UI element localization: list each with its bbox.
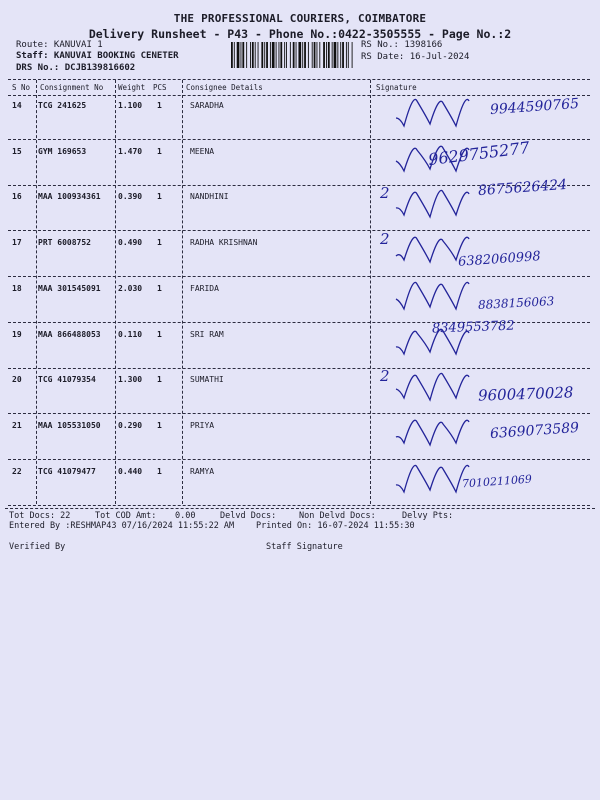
row-weight: 0.290 (118, 421, 143, 430)
handwritten-signature-icon (392, 415, 492, 449)
route-label: Route: KANUVAI 1 (16, 40, 103, 50)
col-header-weight: Weight (118, 83, 146, 92)
row-pieces: 1 (157, 284, 162, 293)
total-cod-label: Tot COD Amt: (95, 511, 157, 521)
row-serial-number: 17 (12, 238, 22, 247)
row-weight: 1.300 (118, 375, 143, 384)
row-consignee-name: SRI RAM (190, 330, 224, 339)
col-header-consignment: Consignment No (40, 83, 104, 92)
row-weight: 2.030 (118, 284, 143, 293)
company-title: THE PROFESSIONAL COURIERS, COIMBATORE (173, 12, 427, 25)
non-delivered-docs: Non Delvd Docs: (299, 511, 376, 521)
verified-by: Verified By (9, 542, 66, 552)
row-pieces: 1 (157, 147, 162, 156)
row-consignee-name: RADHA KRISHNAN (190, 238, 258, 247)
row-handwritten-phone: 8675626424 (477, 176, 568, 200)
row-consignment-number: MAA 301545091 (38, 284, 101, 293)
row-handwritten-phone: 6382060998 (457, 249, 542, 270)
row-consignee-name: RAMYA (190, 467, 215, 476)
total-docs: Tot Docs: 22 (9, 511, 71, 521)
row-serial-number: 14 (12, 101, 22, 110)
runsheet-subtitle: Delivery Runsheet - P43 - Phone No.:0422-3505555 - Page No.:2 (88, 27, 512, 41)
row-serial-number: 21 (12, 421, 22, 430)
column-divider (370, 80, 371, 504)
row-consignment-number: PRT 6008752 (38, 238, 91, 247)
row-pieces: 1 (157, 330, 162, 339)
row-signature-mark: 2 (380, 367, 390, 385)
row-handwritten-phone: 6369073589 (489, 419, 580, 443)
row-pieces: 1 (157, 101, 162, 110)
rs-number: RS No.: 1398166 (361, 40, 443, 50)
row-separator (8, 459, 590, 460)
handwritten-signature-icon (392, 324, 492, 358)
row-signature-mark: 2 (380, 230, 390, 248)
delivered-docs: Delvd Docs: (220, 511, 277, 521)
column-divider (36, 80, 37, 504)
row-weight: 0.390 (118, 192, 143, 201)
row-consignee-name: SUMATHI (190, 375, 224, 384)
row-handwritten-phone: 8349553782 (431, 318, 515, 337)
row-separator (8, 276, 590, 277)
rs-date: RS Date: 16-Jul-2024 (361, 52, 470, 62)
column-divider (182, 80, 183, 504)
row-handwritten-phone: 8838156063 (477, 294, 555, 312)
row-weight: 1.470 (118, 147, 143, 156)
barcode-icon (230, 42, 355, 68)
row-separator (8, 230, 590, 231)
handwritten-signature-icon (392, 232, 492, 266)
table-header-rule (8, 95, 590, 96)
row-handwritten-phone: 9944590765 (489, 95, 580, 119)
handwritten-signature-icon (392, 95, 492, 129)
row-consignee-name: SARADHA (190, 101, 224, 110)
drs-number: DRS No.: DCJB139816602 (16, 63, 136, 73)
row-consignment-number: MAA 866488053 (38, 330, 101, 339)
row-handwritten-phone: 7010211069 (461, 472, 533, 491)
row-handwritten-phone: 9629755277 (427, 137, 531, 170)
row-consignee-name: FARIDA (190, 284, 219, 293)
row-pieces: 1 (157, 238, 162, 247)
row-serial-number: 19 (12, 330, 22, 339)
delivery-points: Delvy Pts: (402, 511, 454, 521)
row-consignment-number: TCG 41079477 (38, 467, 96, 476)
handwritten-signature-icon (392, 278, 492, 312)
handwritten-signature-icon (392, 186, 492, 220)
row-separator (8, 413, 590, 414)
handwritten-signature-icon (392, 141, 492, 175)
col-header-sno: S No (12, 83, 31, 92)
row-weight: 1.100 (118, 101, 143, 110)
row-consignment-number: MAA 105531050 (38, 421, 101, 430)
row-pieces: 1 (157, 467, 162, 476)
table-bottom-rule (5, 508, 595, 509)
column-divider (115, 80, 116, 504)
col-header-consignee: Consignee Details (186, 83, 263, 92)
row-separator (8, 139, 590, 140)
row-serial-number: 15 (12, 147, 22, 156)
handwritten-signature-icon (392, 461, 492, 495)
row-weight: 0.110 (118, 330, 143, 339)
row-consignment-number: TCG 241625 (38, 101, 87, 110)
row-consignment-number: GYM 169653 (38, 147, 87, 156)
total-cod-value: 0.00 (175, 511, 196, 521)
row-weight: 0.490 (118, 238, 143, 247)
row-separator (8, 505, 590, 506)
row-handwritten-phone: 9600470028 (477, 383, 574, 405)
row-pieces: 1 (157, 192, 162, 201)
row-serial-number: 22 (12, 467, 22, 476)
row-consignment-number: TCG 41079354 (38, 375, 96, 384)
row-weight: 0.440 (118, 467, 143, 476)
printed-on: Printed On: 16-07-2024 11:55:30 (256, 521, 415, 531)
row-consignment-number: MAA 100934361 (38, 192, 101, 201)
row-consignee-name: PRIYA (190, 421, 215, 430)
row-pieces: 1 (157, 421, 162, 430)
row-separator (8, 368, 590, 369)
row-serial-number: 18 (12, 284, 22, 293)
row-consignee-name: NANDHINI (190, 192, 229, 201)
row-serial-number: 16 (12, 192, 22, 201)
row-serial-number: 20 (12, 375, 22, 384)
staff-signature: Staff Signature (266, 542, 343, 552)
entered-by: Entered By :RESHMAP43 07/16/2024 11:55:22 AM (9, 521, 235, 531)
row-consignee-name: MEENA (190, 147, 215, 156)
col-header-pcs: PCS (153, 83, 167, 92)
handwritten-signature-icon (392, 369, 492, 403)
row-pieces: 1 (157, 375, 162, 384)
staff-label: Staff: KANUVAI BOOKING CENETER (16, 51, 179, 61)
col-header-signature: Signature (376, 83, 417, 92)
row-signature-mark: 2 (380, 184, 390, 202)
table-top-rule (8, 79, 590, 80)
